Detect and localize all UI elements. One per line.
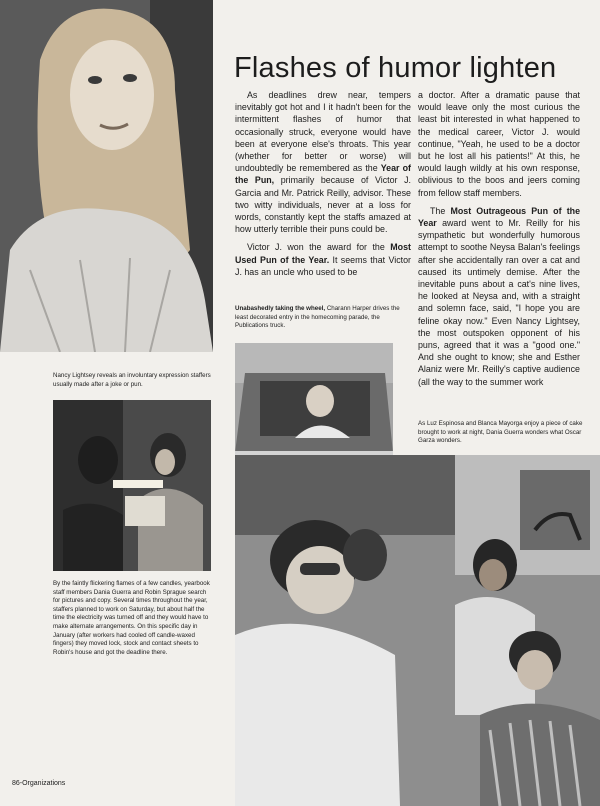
headline: Flashes of humor lighten <box>234 52 557 84</box>
photo-candles <box>53 400 211 571</box>
article-column-1 <box>235 89 411 278</box>
article-paragraph: Victor J. won the award for the Most Used Pun of the Year. It seems that Victor J. has an uncle who used to be <box>235 242 411 277</box>
article-paragraph: a doctor. After a dramatic pause that would leave only the most curious the least bit interested in what happened to the medical career, Victor J. would continue, "Yeah, he used to be a doctor but he lost all his patients!" At this, he would laugh wildly at his own response, oblivious to the boos and jeers coming from fellow staff members. <box>418 90 580 198</box>
article-column-2 <box>418 89 580 388</box>
page-folio: 86-Organizations <box>12 780 66 787</box>
article-paragraph: The Most Outrageous Pun of the Year award went to Mr. Reilly for his sympathetic but wonderfully humorous attempt to soothe Neysa Balan's feelings after she accidentally ran over a cat and caused its untimely demise. After the inevitable puns about a cat's nine lives, he looked at Neysa and, with a straight and solemn face, said, "I hope you are feline okay now." Even Nancy Lightsey, the most outspoken opponent of his puns, agreed that it was a "good one." And she ought to know; she and Esther Alaniz were Mr. Reilly's captive audience (all the way to the summer work <box>418 205 581 387</box>
photo-nancy-portrait <box>0 0 213 352</box>
caption-candles: By the faintly flickering flames of a few candles, yearbook staff members Dania Guerra and Robin Sprague search for pictures and copy. Several times throughout the year, staffers planned to work on Saturday, but about half the time the electricity was turned off and they would have to make alternate arrangements. On this specific day in January (after workers had cooled off candle-waxed fingers) they moved lock, stock and contact sheets to Robin's house and got the deadline there. <box>53 580 210 656</box>
article-paragraph: As deadlines drew near, tempers inevitably got hot and I it hadn't been for the intermittent flashes of humor that occasionally struck, everyone would have been at everyone else's throats. This year (whether for better or worse) will undoubtedly be remembered as the Year of the Pun, primarily because of Victor J. Garcia and Mr. Patrick Reilly, advisor. These two witty individuals, never at a loss for words, constantly kept the staffs amazed at how utterly terrible their puns could be. <box>235 90 411 235</box>
caption-nancy: Nancy Lightsey reveals an involuntary expression staffers usually made after a joke or pun. <box>53 372 211 388</box>
caption-cake: As Luz Espinosa and Blanca Mayorga enjoy a piece of cake brought to work at night, Dania Guerra wonders what Oscar Garza wonders. <box>418 420 583 445</box>
caption-truck: Unabashedly taking the wheel, Charann Harper drives the least decorated entry in the homecoming parade, the Publications truck. <box>235 305 400 330</box>
photo-cake-office <box>235 455 600 806</box>
